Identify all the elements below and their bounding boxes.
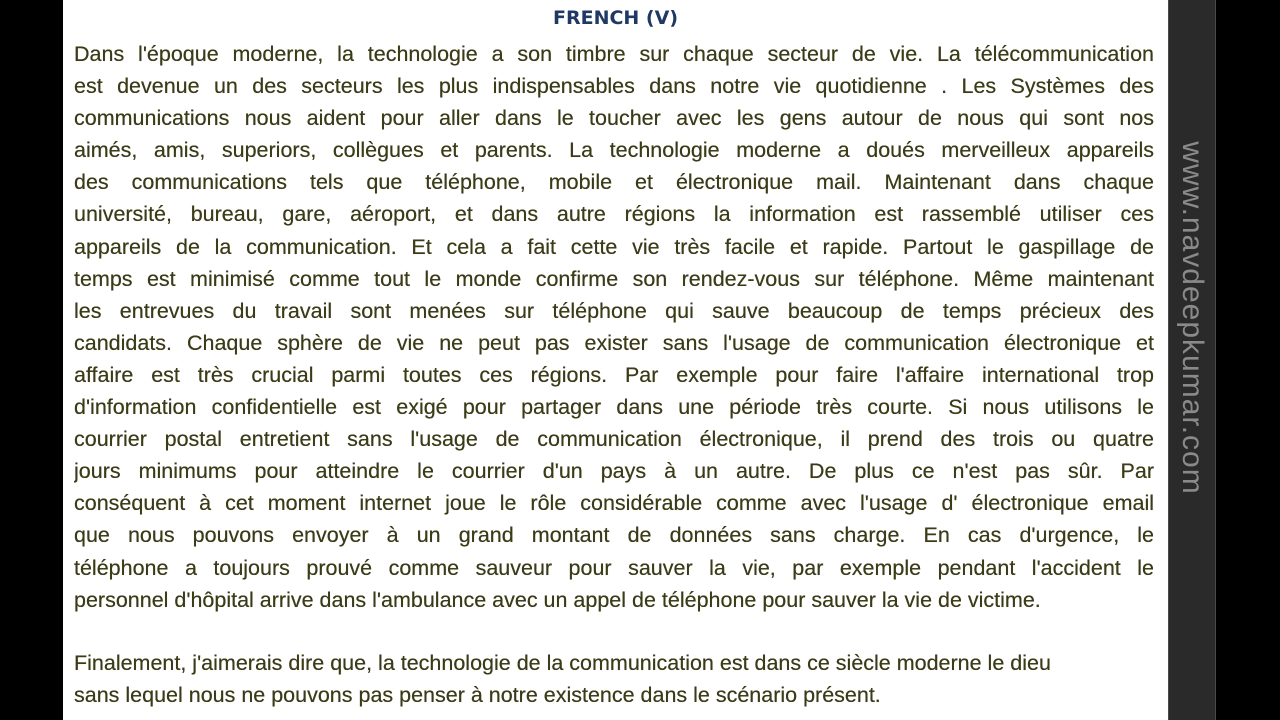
text-line: sans lequel nous ne pouvons pas penser à notre existence dans le scénario présent. bbox=[74, 682, 881, 707]
text-line: temps est minimisé comme tout le monde confirme son rendez-vous sur téléphone. Même maintenant bbox=[74, 266, 1154, 291]
text-line: est devenue un des secteurs les plus indispensables dans notre vie quotidienne . Les Systèmes des bbox=[74, 74, 1154, 99]
body-paragraph-2 bbox=[74, 648, 1164, 711]
text-line: personnel d'hôpital arrive dans l'ambulance avec un appel de téléphone pour sauver la vie de victime. bbox=[74, 587, 1041, 612]
text-line: Finalement, j'aimerais dire que, la technologie de la communication est dans ce siècle moderne le dieu bbox=[74, 651, 1051, 675]
text-line: téléphone a toujours prouvé comme sauveur pour sauver la vie, par exemple pendant l'accident le bbox=[74, 555, 1154, 580]
page-title: FRENCH (V) bbox=[552, 7, 679, 29]
watermark-text: www.navdeepkumar.com bbox=[1176, 141, 1209, 495]
text-line: Dans l'époque moderne, la technologie a son timbre sur chaque secteur de vie. La télécommunication bbox=[74, 42, 1154, 66]
text-line: conséquent à cet moment internet joue le rôle considérable comme avec l'usage d' électronique email bbox=[74, 491, 1154, 516]
text-line: université, bureau, gare, aéroport, et dans autre régions la information est rassemblé utiliser ces bbox=[74, 202, 1154, 227]
text-line: des communications tels que téléphone, mobile et électronique mail. Maintenant dans chaque bbox=[74, 170, 1154, 195]
text-line: courrier postal entretient sans l'usage de communication électronique, il prend des trois ou quatre bbox=[74, 427, 1154, 452]
text-line: que nous pouvons envoyer à un grand montant de données sans charge. En cas d'urgence, le bbox=[74, 523, 1154, 548]
text-line: les entrevues du travail sont menées sur téléphone qui sauve beaucoup de temps précieux des bbox=[74, 298, 1154, 323]
text-line: communications nous aident pour aller dans le toucher avec les gens autour de nous qui sont nos bbox=[74, 106, 1154, 131]
text-line: aimés, amis, superiors, collègues et parents. La technologie moderne a doués merveilleux appareils bbox=[74, 138, 1154, 163]
text-line: jours minimums pour atteindre le courrier d'un pays à un autre. De plus ce n'est pas sûr. Par bbox=[74, 459, 1154, 484]
document-slide bbox=[63, 0, 1168, 720]
body-paragraph-1 bbox=[74, 38, 1154, 616]
text-line: appareils de la communication. Et cela a fait cette vie très facile et rapide. Partout le gaspillage de bbox=[74, 234, 1154, 259]
text-line: candidats. Chaque sphère de vie ne peut pas exister sans l'usage de communication électronique et bbox=[74, 330, 1154, 355]
text-line: d'information confidentielle est exigé pour partager dans une période très courte. Si nous utilisons le bbox=[74, 395, 1154, 420]
text-line: affaire est très crucial parmi toutes ces régions. Par exemple pour faire l'affaire international trop bbox=[74, 362, 1154, 387]
